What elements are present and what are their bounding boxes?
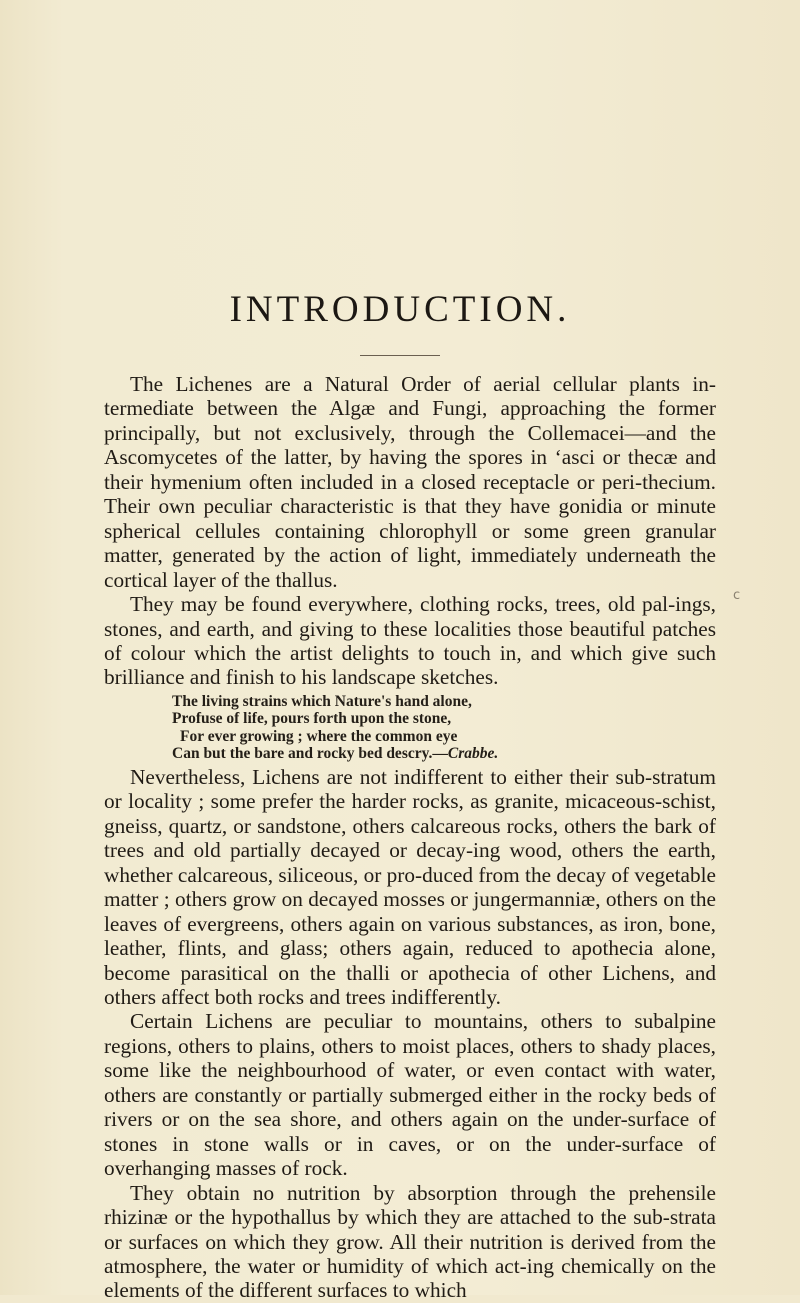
paragraph: They obtain no nutrition by absorption through the prehensile rhizinæ or the hypothallus by which they are attached to the sub-strata or surfaces on which they grow. All their nutrition is derived from the atmosphere, the water or humidity of which act-ing chemically on the elements of the different surfaces to which <box>104 1180 716 1303</box>
paragraph: Nevertheless, Lichens are not indifferent to either their sub-stratum or locality ; some prefer the harder rocks, as granite, micaceous-schist, gneiss, quartz, or sandstone, others calcareous rocks, others the bark of trees and old partially decayed or decay-ing wood, others the earth, whether calcareous, siliceous, or pro-duced from the decay of vegetable matter ; others grow on decayed mosses or jungermanniæ, others on the leaves of evergreens, others again on various substances, as iron, bone, leather, flints, and glass; others again, reduced to apothecia alone, become parasitical on the thalli or apothecia of other Lichens, and others affect both rocks and trees indifferently. <box>104 764 717 1009</box>
quote-author: Crabbe. <box>447 745 499 763</box>
quote-line: For ever growing ; where the common eye <box>180 727 458 745</box>
title-rule <box>360 355 440 356</box>
paragraph: Certain Lichens are peculiar to mountains, others to subalpine regions, others to plains, others to moist places, others to shady places, some like the neighbourhood of water, or even contact with water, others are constantly or partially submerged either in the rocky beds of rivers or on the sea shore, and others again on the under-surface of stones in stone walls or in caves, or on the under-surface of overhanging masses of rock. <box>104 1009 716 1181</box>
quote-line: The living strains which Nature's hand alone, <box>172 692 472 710</box>
paragraph: They may be found everywhere, clothing rocks, trees, old pal-ings, stones, and earth, and giving to these localities those beautiful patches of colour which the artist delights to touch in, and which give such brilliance and finish to his landscape sketches. <box>104 592 716 690</box>
page-title: INTRODUCTION. <box>229 289 571 330</box>
quote-line: Can but the bare and rocky bed descry.— <box>172 745 448 763</box>
margin-mark: c <box>733 588 741 603</box>
body-text <box>104 372 716 1303</box>
paragraph: The Lichenes are a Natural Order of aerial cellular plants in-termediate between the Algæ and Fungi, approaching the former principally, but not exclusively, through the Collemacei—and the Ascomycetes of the latter, by having the spores in ʻasci or thecæ and their hymenium often included in a closed receptacle or peri-thecium. Their own peculiar characteristic is that they have gonidia or minute spherical cellules containing chlorophyll or some green granular matter, generated by the action of light, immediately underneath the cortical layer of the thallus. <box>104 372 716 592</box>
quote-line: Profuse of life, pours forth upon the stone, <box>172 710 452 728</box>
verse-quote <box>172 693 716 763</box>
